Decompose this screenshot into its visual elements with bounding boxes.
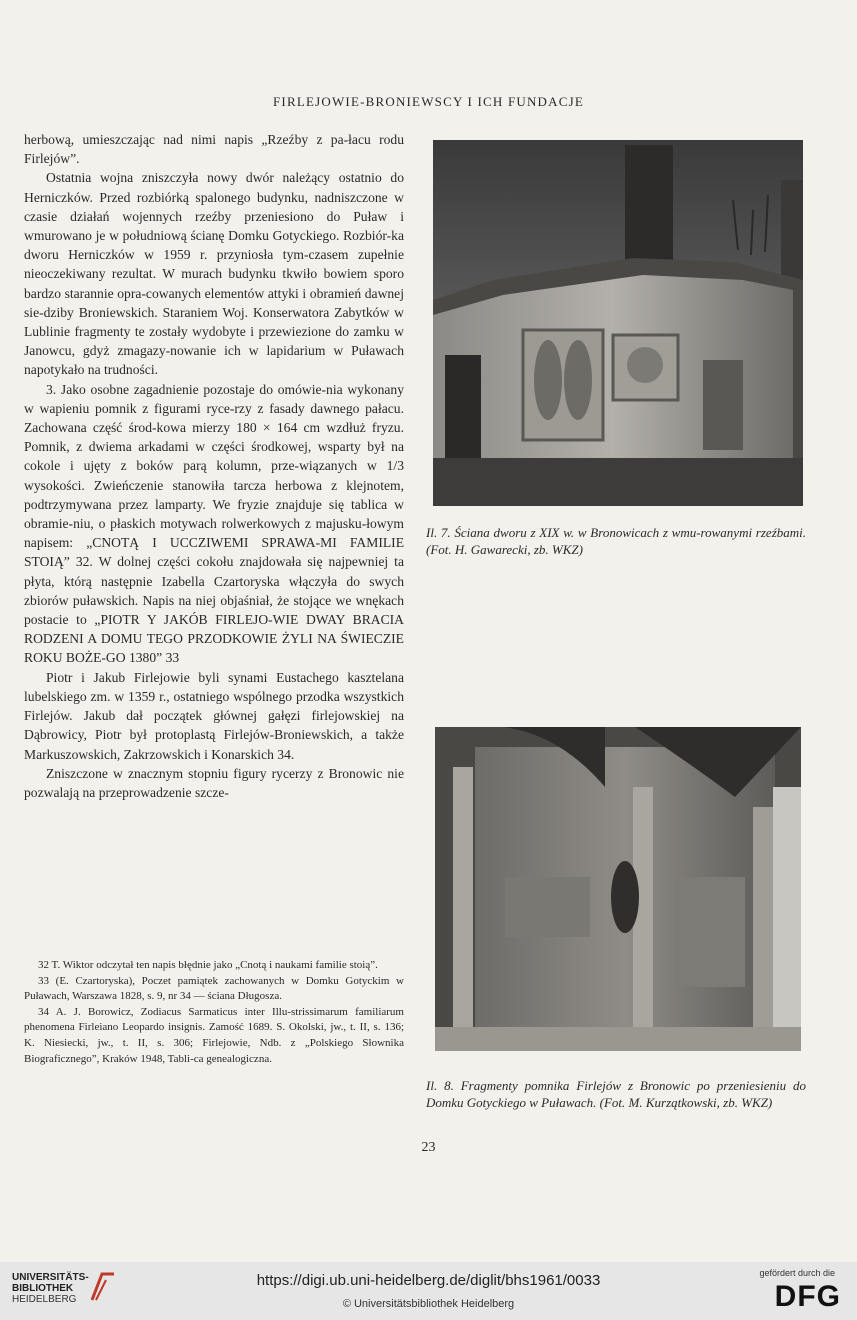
page-number: 23: [421, 1140, 436, 1155]
figure-photo-arcade: [435, 727, 801, 1051]
dfg-funding-note: gefördert durch die: [759, 1268, 835, 1278]
photo-wall-image: [433, 140, 803, 506]
viewer-footer: [0, 1262, 857, 1320]
logo-text: BIBLIOTHEK: [12, 1283, 74, 1294]
footnote: 33 (E. Czartoryska), Poczet pamiątek zachowanych w Domku Gotyckim w Puławach, Warszawa 1828, s. 9, nr 34 — ściana Długosza.: [24, 974, 404, 1003]
logo-text: HEIDELBERG: [12, 1294, 77, 1305]
paragraph: Ostatnia wojna zniszczyła nowy dwór należący ostatnio do Herniczków. Przed rozbiórką spalonego budynku, nadniszczone w czasie działań wojennych rzeźby przeniesiono do Puław i wmurowano je w południową ścianę Domku Gotyckiego. Rozbiór-ka dworu Herniczków w 1959 r. przyniosła tym-czasem zupełnie nieoczekiwany rezultat. W murach budynku tkwiło bowiem sporo bardzo starannie opra-cowanych elementów attyki i obramień dawnej sie-dziby Broniewskich. Staraniem Woj. Konserwatora Zabytków w Lublinie fragmenty te zostały wydobyte i przewiezione do zamku w Janowcu, gdyż zmagazy-nowanie ich w lapidarium w Puławach napotykało na trudności.: [24, 170, 404, 378]
footnote: 32 T. Wiktor odczytał ten napis błędnie jako „Cnotą i naukami familie stoią”.: [38, 959, 378, 971]
paragraph: 3. Jako osobne zagadnienie pozostaje do omówie-nia wykonany w wapieniu pomnik z figurami ryce-rzy z fasady dawnego pałacu. Zachowana część środ-kowa mierzy 180 × 164 cm wzdłuż fryzu. Pomnik, z dwiema arkadami w części środkowej, wsparty był na cokole i ujęty z boków parą kolumn, prze-wiązanych w 1/3 wysokości. Zwieńczenie stanowiła tarcza herbowa z klejnotem, podtrzymywana przez lamparty. We fryzie znajduje się tablica w obramie-niu, o płaskich motywach rolwerkowych z majusku-łowym napisem: „CNOTĄ I UCCZIWEMI SPRAWA-MI FAMILIE STOIĄ” 32. W dolnej części cokołu znajdowała się najpewniej ta płyta, którą następnie Izabella Czartoryska włączyła do swych zbiorów puławskich. Napis na niej objaśniał, że stojące we wnękach postacie to „PIOTR Y JAKÓB FIRLEJO-WIE DWAY BRACIA RODZENI A DOMU TEGO PRZODKOWIE ŻYLI NA ŚWIECZIE ROKU BOŻE-GO 1380” 33: [24, 381, 404, 666]
permalink-url[interactable]: https://digi.ub.uni-heidelberg.de/diglit/bhs1961/0033: [256, 1272, 601, 1289]
photo-arcade-image: [435, 727, 801, 1051]
paragraph: Piotr i Jakub Firlejowie byli synami Eustachego kasztelana lubelskiego zm. w 1359 r., ostatniego wspólnego przodka wszystkich Firlejów. Jakub dał początek głównej gałęzi firlejowskiej na Dąbrowicy, Piotr był protoplastą Firlejów-Broniewskich, a także Markuszowskich, Zakrzowskich i Konarskich 34.: [24, 669, 404, 762]
footnotes: [24, 958, 404, 1067]
paragraph: herbową, umieszczając nad nimi napis „Rzeźby z pa-łacu rodu Firlejów”.: [24, 132, 404, 167]
logo-text: UNIVERSITÄTS-: [12, 1272, 89, 1283]
dfg-logo[interactable]: DFG: [774, 1280, 841, 1313]
footnote: 34 A. J. Borowicz, Zodiacus Sarmaticus inter Illu-strissimarum familiarum phenomena Firleiano Leopardo insignis. Zamość 1689. S. Okolski, jw., t. II, s. 136; K. Niesiecki, jw., t. II, s. 306; Firlejowie, Ndb. z „Polskiego Słownika Biograficznego”, Kraków 1948, Tabli-ca genealogiczna.: [24, 1005, 404, 1065]
figure-caption: Il. 8. Fragmenty pomnika Firlejów z Bronowic po przeniesieniu do Domku Gotyckiego w Puławach. (Fot. M. Kurzątkowski, zb. WKZ): [426, 1078, 806, 1110]
main-text-column: [24, 130, 404, 802]
running-head: FIRLEJOWIE-BRONIEWSCY I ICH FUNDACJE: [272, 94, 584, 109]
paragraph: Zniszczone w znacznym stopniu figury rycerzy z Bronowic nie pozwalają na przeprowadzenie szcze-: [24, 765, 404, 800]
figure-photo-wall: [433, 140, 803, 506]
copyright-notice: © Universitätsbibliothek Heidelberg: [342, 1298, 515, 1310]
figure-caption: Il. 7. Ściana dworu z XIX w. w Bronowicach z wmu-rowanymi rzeźbami. (Fot. H. Gawarecki, zb. WKZ): [426, 525, 806, 557]
